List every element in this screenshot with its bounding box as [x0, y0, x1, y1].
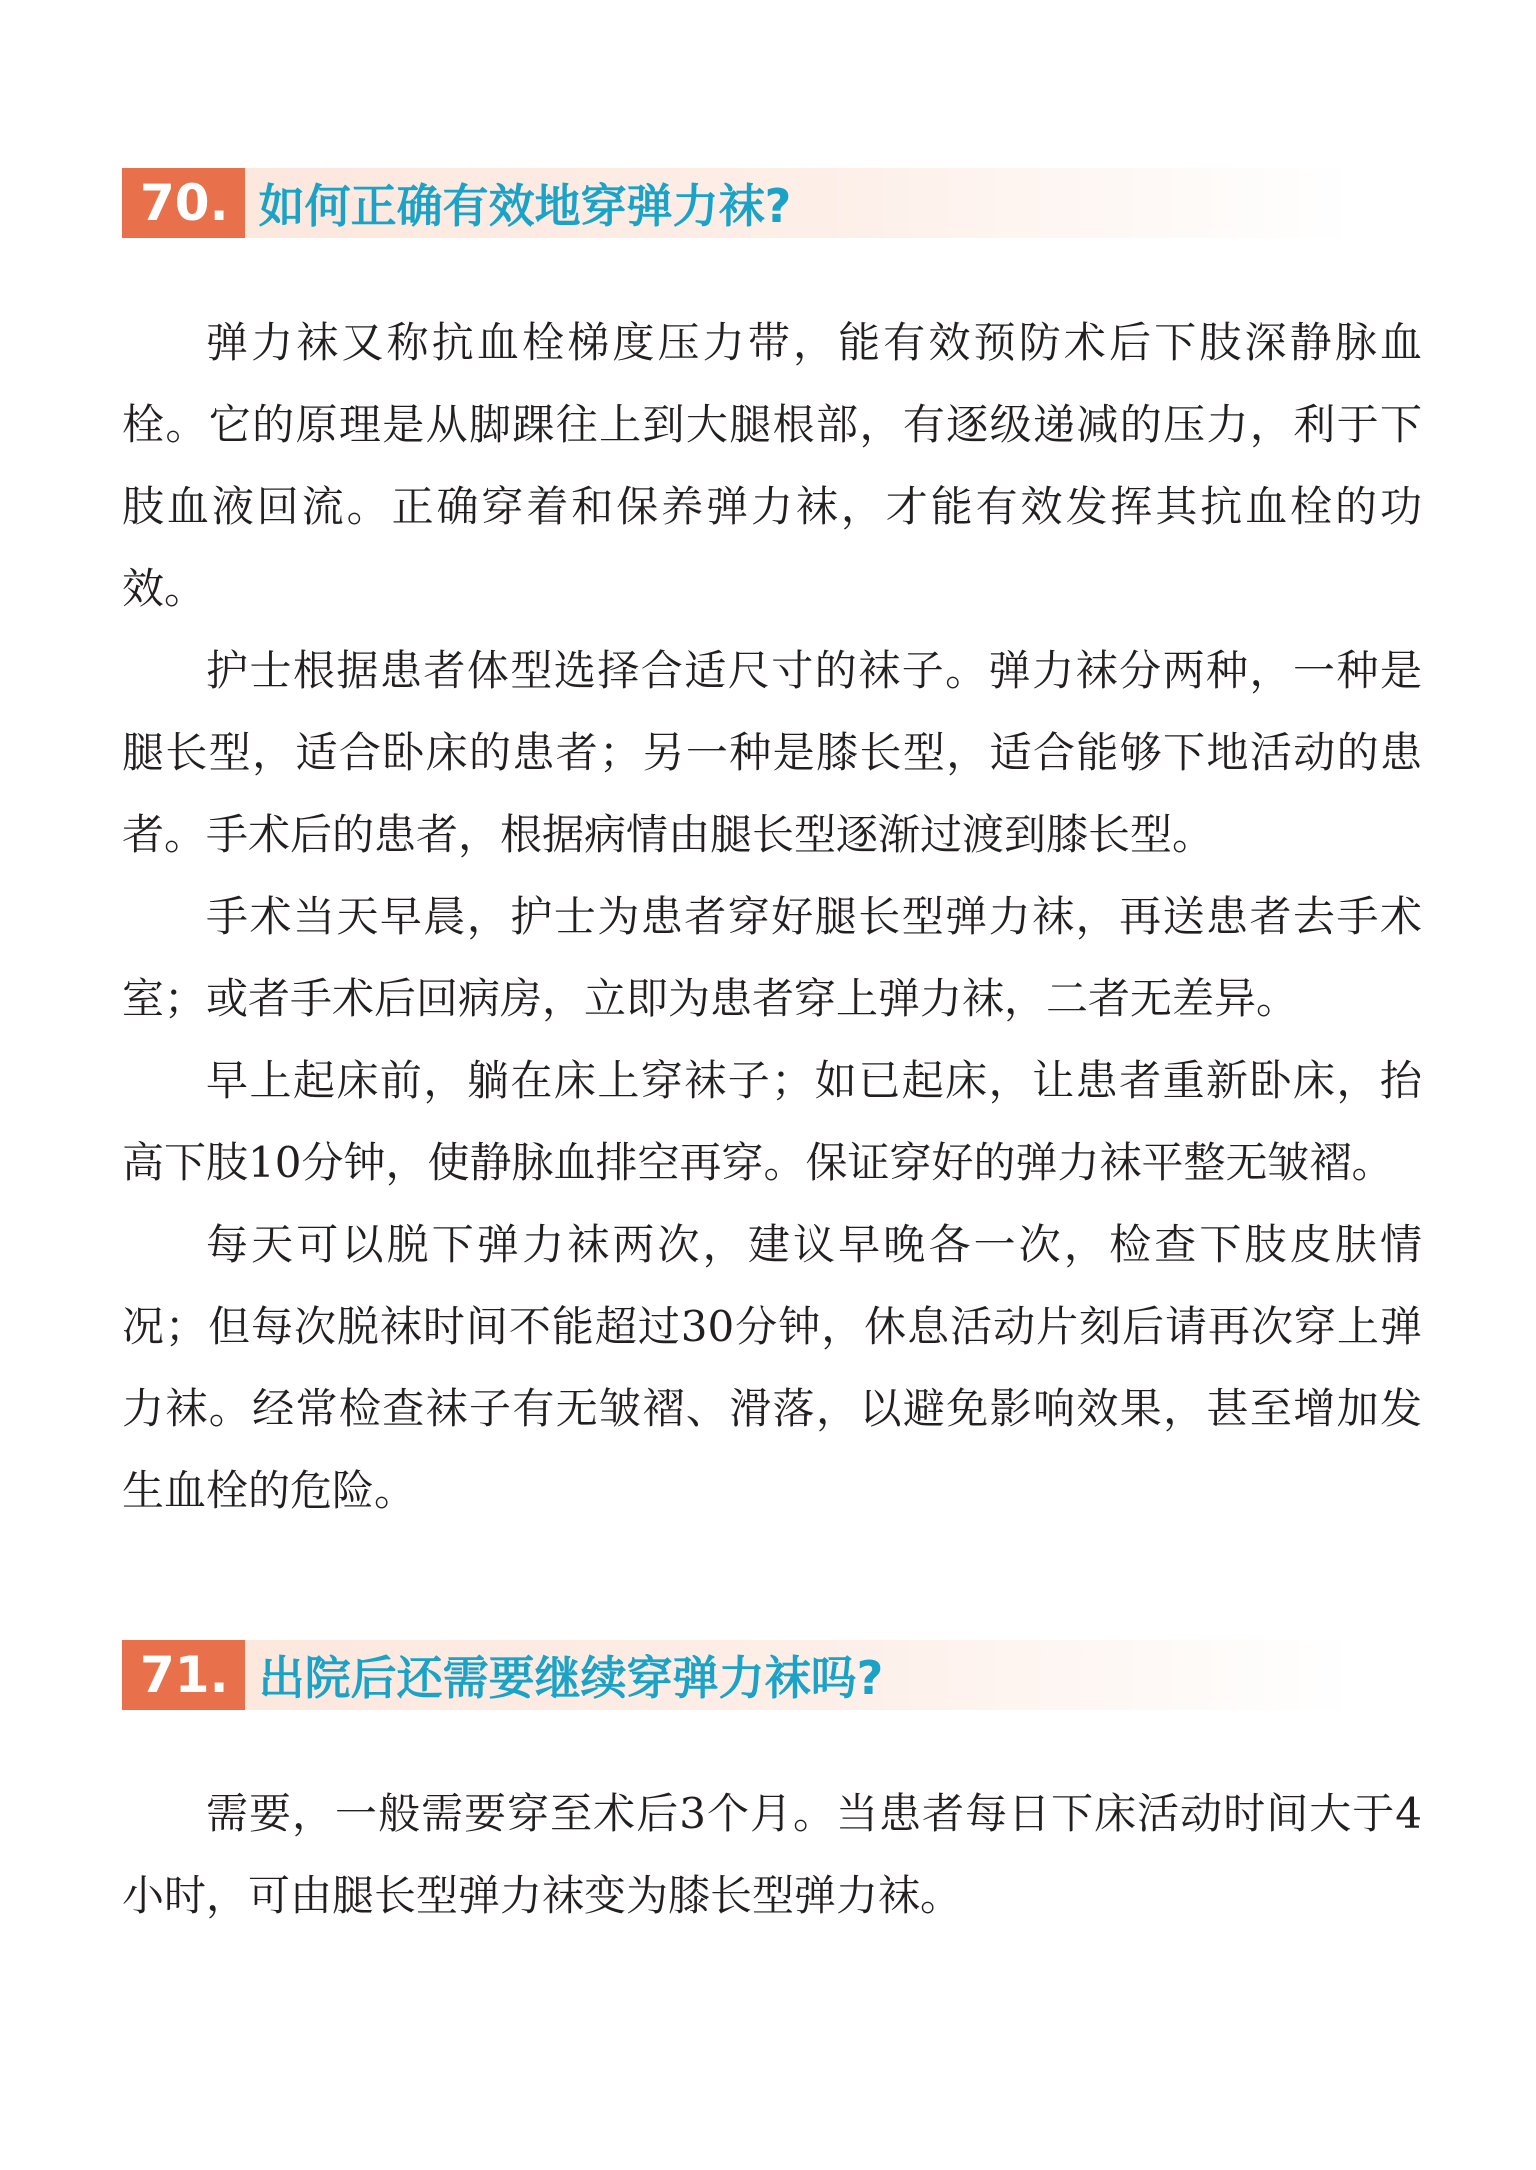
section-title: 出院后还需要继续穿弹力袜吗? — [258, 1651, 884, 1705]
paragraph: 弹力袜又称抗血栓梯度压力带，能有效预防术后下肢深静脉血栓。它的原理是从脚踝往上到大腿根部，有逐级递减的压力，利于下肢血液回流。正确穿着和保养弹力袜，才能有效发挥其抗血栓的功效。 — [122, 318, 1422, 613]
section-number: 70. — [122, 168, 245, 238]
paragraph: 手术当天早晨，护士为患者穿好腿长型弹力袜，再送患者去手术室；或者手术后回病房，立即为患者穿上弹力袜，二者无差异。 — [122, 892, 1422, 1023]
section-71-header — [122, 1640, 1354, 1710]
section-71-body — [122, 1773, 1422, 1937]
section-70-header — [122, 168, 1354, 238]
section-title: 如何正确有效地穿弹力袜? — [258, 179, 792, 233]
section-70-body — [122, 302, 1422, 1532]
paragraph: 每天可以脱下弹力袜两次，建议早晚各一次，检查下肢皮肤情况；但每次脱袜时间不能超过30分钟，休息活动片刻后请再次穿上弹力袜。经常检查袜子有无皱褶、滑落，以避免影响效果，甚至增加发生血栓的危险。 — [122, 1220, 1422, 1515]
paragraph: 护士根据患者体型选择合适尺寸的袜子。弹力袜分两种，一种是腿长型，适合卧床的患者；另一种是膝长型，适合能够下地活动的患者。手术后的患者，根据病情由腿长型逐渐过渡到膝长型。 — [122, 646, 1422, 859]
paragraph: 早上起床前，躺在床上穿袜子；如已起床，让患者重新卧床，抬高下肢10分钟，使静脉血排空再穿。保证穿好的弹力袜平整无皱褶。 — [122, 1056, 1422, 1187]
paragraph: 需要，一般需要穿至术后3个月。当患者每日下床活动时间大于4小时，可由腿长型弹力袜变为膝长型弹力袜。 — [122, 1789, 1422, 1920]
section-number: 71. — [122, 1640, 245, 1710]
